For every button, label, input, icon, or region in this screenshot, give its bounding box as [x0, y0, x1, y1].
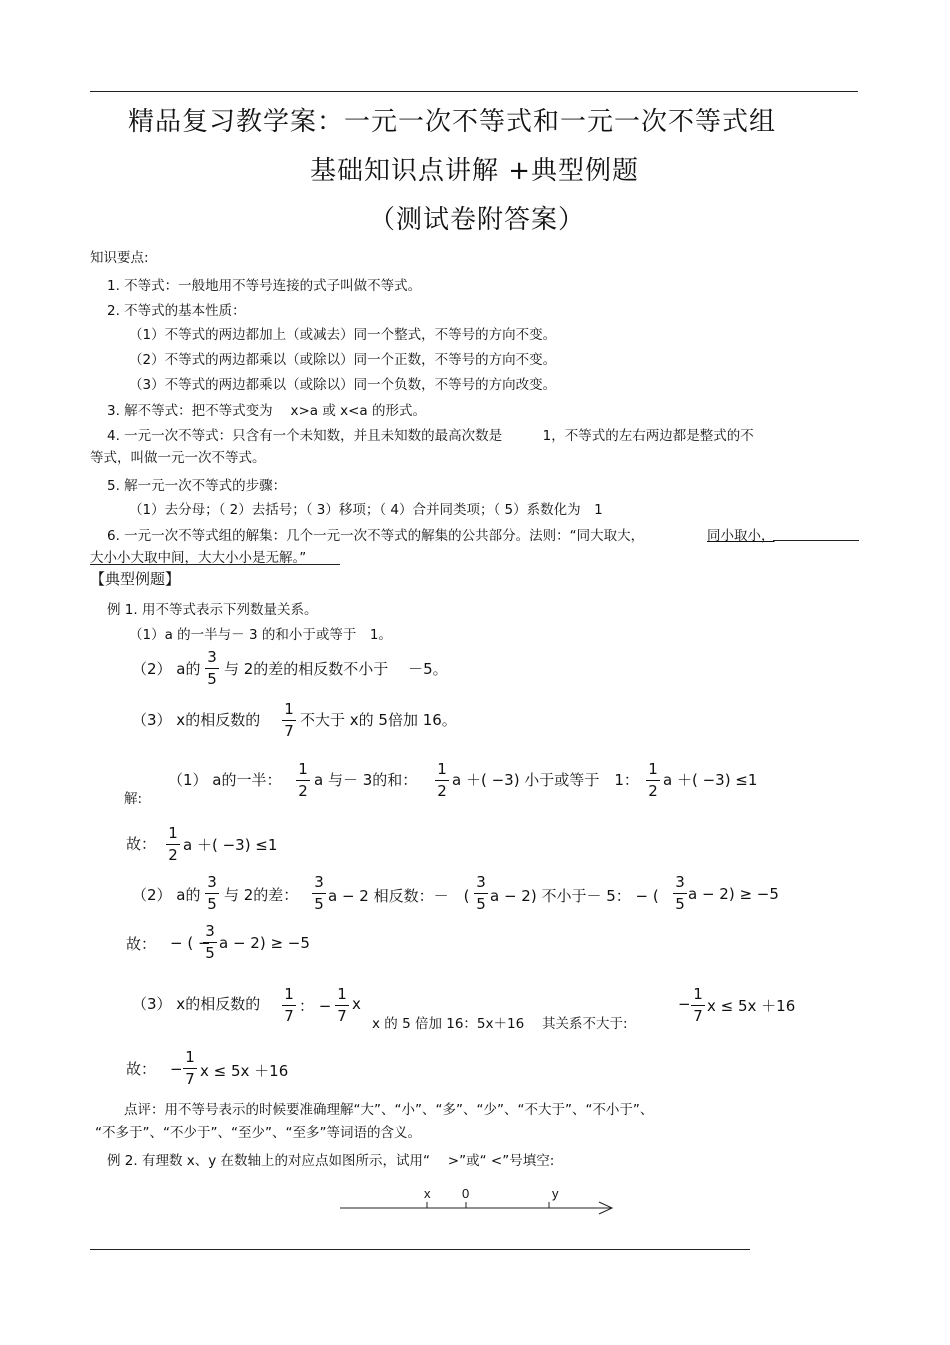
knowledge-p2b: （2）不等式的两边都乘以（或除以）同一个正数，不等号的方向不变。	[129, 352, 557, 368]
rule-p6-under	[90, 564, 340, 565]
examples-heading: 【典型例题】	[90, 570, 181, 588]
solution-1-b: a 与－ 3的和：	[314, 771, 418, 789]
fraction-1-7: 1 7	[282, 700, 296, 741]
solution-2-d: a − 2) 不小于－ 5： − (	[490, 887, 659, 905]
knowledge-p4a: 4. 一元一次不等式：只含有一个未知数，并且未知数的最高次数是 1，不等式的左右两边都是整式的不	[107, 428, 754, 444]
solution-3-d: x 的 5 倍加 16：5x＋16 其关系不大于:	[372, 1016, 628, 1032]
label-x: x	[424, 1186, 431, 1201]
fraction-3-5: 3 5	[203, 922, 217, 963]
knowledge-p1: 1. 不等式：一般地用不等号连接的式子叫做不等式。	[107, 278, 422, 294]
fraction-3-5: 3 5	[312, 873, 326, 914]
fraction-1-7: 1 7	[183, 1048, 197, 1089]
knowledge-p6c: 大小小大取中间，大大小小是无解。”	[90, 550, 307, 566]
solution-2-e: a − 2) ≥ −5	[688, 885, 779, 903]
solution-1-d: a ＋( −3) ≤1	[663, 771, 758, 789]
solution-2-a: （2） a的	[132, 886, 201, 904]
therefore-2: 故：	[126, 935, 157, 953]
knowledge-p2a: （1）不等式的两边都加上（或减去）同一个整式，不等号的方向不变。	[129, 327, 557, 343]
knowledge-p6a: 6. 一元一次不等式组的解集：几个一元一次不等式的解集的公共部分。法则：“同大取大，	[107, 528, 645, 544]
bottom-rule	[90, 1249, 750, 1250]
fraction-1-2: 1 2	[646, 760, 660, 801]
solution-1-a: （1） a的一半：	[168, 771, 282, 789]
example-1-q3-post: 不大于 x的 5倍加 16。	[300, 711, 457, 729]
solution-label: 解:	[124, 791, 143, 807]
knowledge-p2: 2. 不等式的基本性质：	[107, 303, 246, 319]
label-0: 0	[462, 1186, 470, 1201]
solution-3-a: （3） x的相反数的	[132, 995, 261, 1013]
fraction-1-7: 1 7	[335, 985, 349, 1026]
therefore-3-expr: x ≤ 5x ＋16	[200, 1062, 289, 1080]
top-rule	[90, 91, 858, 92]
label-y: y	[552, 1186, 559, 1201]
therefore-2-a: − ( −	[170, 934, 211, 952]
fraction-1-2: 1 2	[296, 760, 310, 801]
knowledge-p4b: 等式，叫做一元一次不等式。	[90, 450, 266, 466]
title-line-3: （测试卷附答案）	[369, 205, 586, 235]
therefore-1: 故：	[126, 835, 157, 853]
knowledge-p5a: （1）去分母；（ 2）去括号；（ 3）移项；（ 4）合并同类项；（ 5）系数化为 1	[129, 502, 603, 518]
comment-line-2: “不多于”、“不少于”、“至少”、“至多”等词语的含义。	[95, 1125, 421, 1141]
example-1-title: 例 1. 用不等式表示下列数量关系。	[107, 602, 318, 618]
solution-2-b: 与 2的差：	[224, 886, 299, 904]
fraction-1-7: 1 7	[691, 985, 705, 1026]
example-1-q2-post: 与 2的差的相反数不小于 －5。	[224, 660, 448, 678]
therefore-1-expr: a ＋( −3) ≤1	[183, 836, 278, 854]
therefore-3: 故：	[126, 1060, 157, 1078]
knowledge-p6b: 同小取小，	[707, 528, 775, 544]
solution-3-minus: −	[678, 995, 691, 1013]
fraction-1-2: 1 2	[166, 824, 180, 865]
rule-p6-right	[773, 540, 859, 541]
number-line	[335, 1180, 625, 1220]
title-line-2: 基础知识点讲解 +典型例题	[310, 156, 640, 186]
example-1-q2-pre: （2） a的	[132, 660, 201, 678]
fraction-1-2: 1 2	[435, 760, 449, 801]
fraction-1-7: 1 7	[282, 985, 296, 1026]
solution-3-b: ： −	[299, 997, 332, 1015]
therefore-3-minus: −	[170, 1060, 183, 1078]
example-2-title: 例 2. 有理数 x、y 在数轴上的对应点如图所示，试用“ >”或“ <”号填空:	[107, 1153, 555, 1169]
title-line-1: 精品复习教学案：一元一次不等式和一元一次不等式组	[128, 107, 777, 137]
fraction-3-5: 3 5	[474, 873, 488, 914]
solution-1-c: a ＋( −3) 小于或等于 1：	[452, 771, 639, 789]
example-1-q1: （1）a 的一半与－ 3 的和小于或等于 1。	[129, 627, 392, 643]
comment-line-1: 点评：用不等号表示的时候要准确理解“大”、“小”、“多”、“少”、“不大于”、“不小于”、	[124, 1102, 654, 1118]
knowledge-p3: 3. 解不等式：把不等式变为 x>a 或 x<a 的形式。	[107, 403, 426, 419]
solution-3-e: x ≤ 5x ＋16	[707, 997, 796, 1015]
fraction-3-5: 3 5	[205, 648, 219, 689]
fraction-3-5: 3 5	[673, 873, 687, 914]
solution-2-c: a − 2 相反数：－ (	[328, 887, 470, 905]
example-1-q3-pre: （3） x的相反数的	[132, 711, 261, 729]
knowledge-p2c: （3）不等式的两边都乘以（或除以）同一个负数，不等号的方向改变。	[129, 377, 557, 393]
solution-3-c: x	[352, 995, 361, 1013]
knowledge-heading: 知识要点:	[90, 250, 149, 266]
fraction-3-5: 3 5	[205, 873, 219, 914]
knowledge-p5: 5. 解一元一次不等式的步骤：	[107, 478, 287, 494]
therefore-2-b: a − 2) ≥ −5	[219, 934, 310, 952]
